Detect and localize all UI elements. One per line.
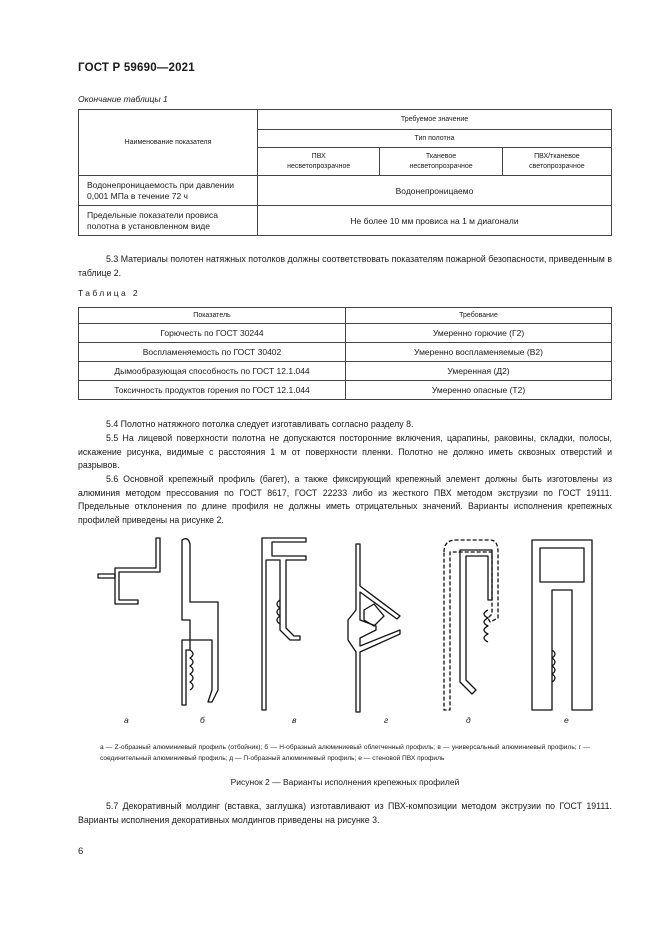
profiles-figure — [78, 530, 612, 740]
fig-label-e: е — [564, 715, 569, 725]
t1-sub-pvc: ПВХ несветопрозрачное — [258, 148, 380, 176]
paragraph-5-3: 5.3 Материалы полотен натяжных потолков должны соответствовать показателям пожарной безопасности, приведенным в таблице 2. — [78, 254, 612, 278]
t1-sub-fabric: Тканевое несветопрозрачное — [380, 148, 502, 176]
profile-b-drawing — [182, 539, 218, 705]
fig-label-g: г — [384, 715, 389, 725]
paragraph-5-5: 5.5 На лицевой поверхности полотна не допускаются посторонние включения, царапины, раковины, складки, полосы, искажение рисунка, видимые с расстояния 1 м от поверхности пленки. Полотно не должно иметь сквозных отверстий и разрывов. — [78, 433, 612, 471]
fig-label-d: д — [466, 715, 471, 725]
fig-label-v: в — [292, 715, 297, 725]
t2-row4-value: Умеренно опасные (Т2) — [346, 381, 612, 400]
standard-header: ГОСТ Р 59690—2021 — [78, 62, 195, 74]
paragraph-5-7: 5.7 Декоративный молдинг (вставка, заглушка) изготавливают из ПВХ-композиции методом экструзии по ГОСТ 19111. Варианты исполнения декоративных молдингов приведены на рисунке 3. — [78, 801, 612, 825]
profile-e-drawing — [532, 540, 592, 710]
table1-caption: Окончание таблицы 1 — [78, 94, 168, 104]
paragraph-5-6: 5.6 Основной крепежный профиль (багет), а также фиксирующий крепежный элемент должны быть изготовлены из алюминия методом прессования по ГОСТ 8617, ГОСТ 22233 либо из жесткого ПВХ методом экструзии по ГОСТ 19111. Предельные отклонения по длине профиля не должны иметь отрицательных значений. Варианты исполнения крепежных профилей приведены на рисунке 2. — [78, 474, 612, 525]
t1-sub-translucent: ПВХ/тканевое светопрозрачное — [502, 148, 611, 176]
figure-legend: а — Z-образный алюминиевый профиль (отбойник); б — Н-образный алюминиевый облегченный профиль; в — универсальный алюминиевый профиль; г — соединительный алюминиевый профиль; д — П-образный алюминиевый профиль; е — стеновой ПВХ профиль — [100, 744, 590, 762]
t2-row4-name: Токсичность продуктов горения по ГОСТ 12.1.044 — [79, 381, 346, 400]
t2-row3-name: Дымообразующая способность по ГОСТ 12.1.044 — [79, 362, 346, 381]
t1-row2-name: Предельные показатели провиса полотна в установленном виде — [79, 206, 258, 236]
page-number: 6 — [78, 846, 84, 857]
t1-row1-name: Водонепроницаемость при давлении 0,001 МПа в течение 72 ч — [79, 176, 258, 206]
table2 — [78, 307, 612, 400]
t1-col-indicator: Наименование показателя — [79, 110, 258, 176]
figure-caption: Рисунок 2 — Варианты исполнения крепежных профилей — [230, 777, 460, 787]
t1-col-type: Тип полотна — [258, 130, 612, 148]
profile-d-drawing — [444, 540, 498, 710]
profile-a-drawing — [98, 538, 160, 604]
t2-col-required: Требование — [346, 308, 612, 324]
t1-row2-value: Не более 10 мм провиса на 1 м диагонали — [258, 206, 612, 236]
t2-row3-value: Умеренная (Д2) — [346, 362, 612, 381]
fig-label-a: а — [124, 715, 129, 725]
table2-caption: Таблица 2 — [78, 288, 141, 298]
t1-row1-value: Водонепроницаемо — [258, 176, 612, 206]
t2-row1-value: Умеренно горючие (Г2) — [346, 324, 612, 343]
profile-v-drawing — [262, 538, 306, 710]
t2-col-indicator: Показатель — [79, 308, 346, 324]
t2-row2-name: Воспламеняемость по ГОСТ 30402 — [79, 343, 346, 362]
paragraph-5-4: 5.4 Полотно натяжного потолка следует изготавливать согласно разделу 8. — [106, 419, 414, 429]
t2-row2-value: Умеренно воспламеняемые (В2) — [346, 343, 612, 362]
table1 — [78, 109, 612, 236]
t1-col-required: Требуемое значение — [258, 110, 612, 130]
t2-row1-name: Горючесть по ГОСТ 30244 — [79, 324, 346, 343]
fig-label-b: б — [200, 715, 205, 725]
profile-g-drawing — [348, 544, 400, 712]
